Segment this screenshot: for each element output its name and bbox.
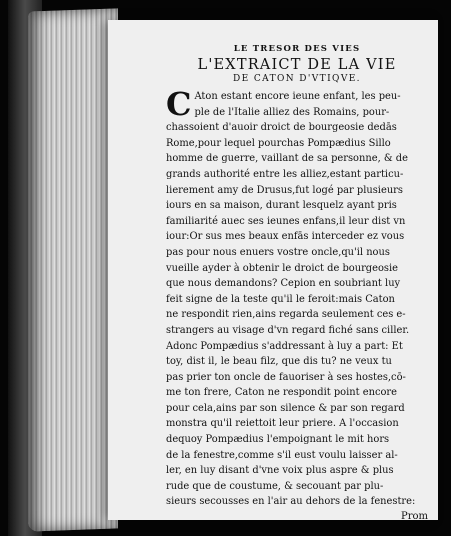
body-text xyxy=(166,85,428,510)
text-line: pour cela,ains par son silence & par son regard xyxy=(166,402,405,414)
page xyxy=(108,20,438,523)
text-line: que nous demandons? Cepion en soubriant luy xyxy=(166,278,401,290)
text-line: ler, en luy disant d'vne voix plus aspre & plus xyxy=(166,465,394,477)
text-line: me ton frere, Caton ne respondit point encore xyxy=(166,387,398,399)
text-line: pas prier ton oncle de fauoriser à ses hostes,cō- xyxy=(166,371,406,383)
text-line: pas pour nous enuers vostre oncle,qu'il nous xyxy=(166,246,390,258)
page-edges xyxy=(28,8,118,531)
text-line: dequoy Pompædius l'empoignant le mit hors xyxy=(166,434,390,446)
drop-cap: C xyxy=(166,85,192,123)
text-line: familiarité auec ses ieunes enfans,il leur dist vn xyxy=(166,215,406,227)
text-line: iour:Or sus mes beaux enfās interceder ez vous xyxy=(166,231,405,243)
running-head: LE TRESOR DES VIES xyxy=(233,44,361,54)
text-line: homme de guerre, vaillant de sa personne, & de xyxy=(166,153,408,165)
text-line: chassoient d'auoir droict de bourgeosie dedās xyxy=(166,122,397,134)
text-line: iours en sa maison, durant lesquelz ayant pris xyxy=(166,200,397,212)
text-line: Adonc Pompædius s'addressant à luy a part: Et xyxy=(166,340,403,352)
text-line: Aton estant encore ieune enfant, les peu- xyxy=(194,91,401,102)
text-line: monstra qu'il reiettoit leur priere. A l'occasion xyxy=(166,418,399,430)
text-line: grands authorité entre les alliez,estant particu- xyxy=(166,168,404,180)
text-line: strangers au visage d'vn regard fiché sans ciller. xyxy=(166,324,410,336)
text-line: sieurs secousses en l'air au dehors de la fenestre: xyxy=(166,496,416,508)
text-line: toy, dist il, le beau filz, que dis tu? ne veux tu xyxy=(166,356,392,368)
text-line: lierement amy de Drusus,fut logé par plusieurs xyxy=(166,184,403,196)
text-line: ple de l'Italie alliez des Romains, pour- xyxy=(194,106,390,118)
text-line: rude que de coustume, & secouant par plu- xyxy=(166,480,384,492)
text-line: Rome,pour lequel pourchas Pompædius Sillo xyxy=(166,137,391,149)
page-content xyxy=(166,44,428,522)
text-line: de la fenestre,comme s'il eust voulu laisser al- xyxy=(166,449,398,461)
chapter-subtitle: DE CATON D'VTIQVE. xyxy=(233,74,361,84)
text-line: vueille ayder à obtenir le droict de bourgeosie xyxy=(166,262,398,274)
catchword: Prom xyxy=(400,511,428,523)
text-line: ne respondit rien,ains regarda seulement ces e- xyxy=(166,309,406,321)
chapter-title: L'EXTRAICT DE LA VIE xyxy=(197,57,397,73)
text-lines xyxy=(166,85,428,510)
text-line: feit signe de la teste qu'il le feroit:mais Caton xyxy=(166,293,395,305)
